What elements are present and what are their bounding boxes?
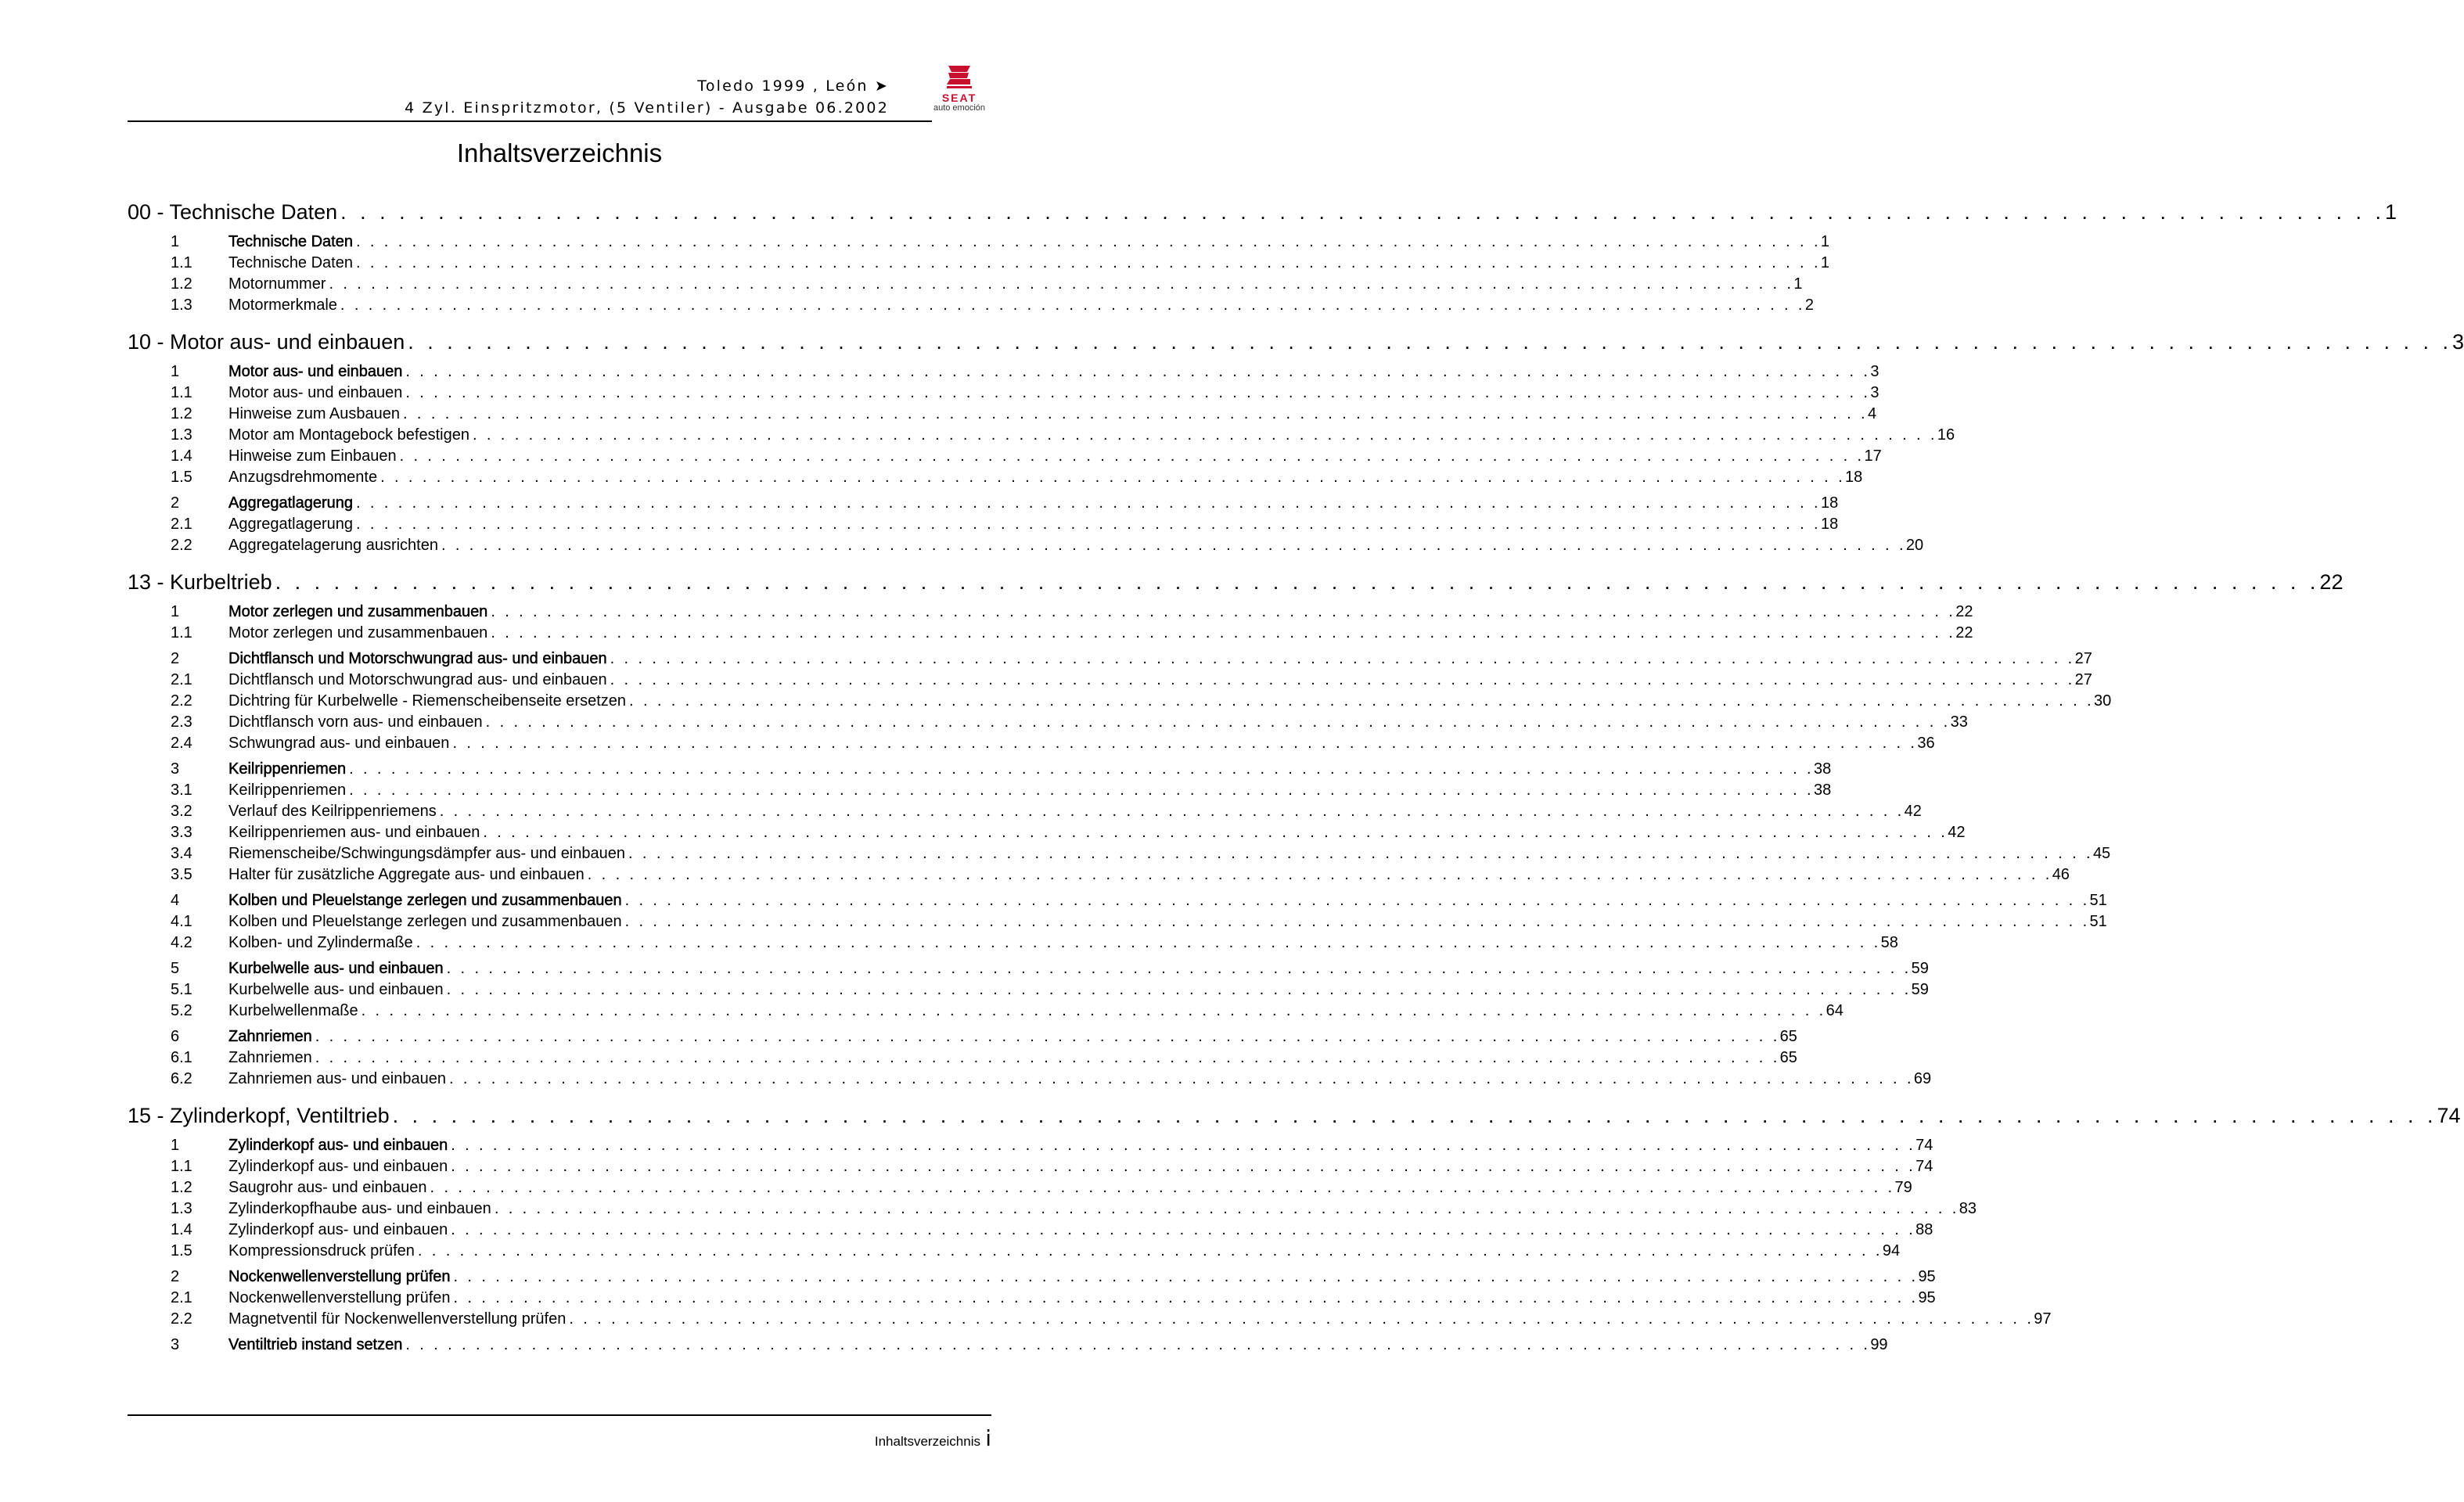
toc-entry-number: 2.4 — [171, 735, 192, 752]
toc-dot-leader: . . . . . . . . . . . . . . . . . . . . . . . . . . . . . . . . . . . . . . . . . . . . . . . . . . . . . . . . . . . . . . . . . . . . . . . . . . . . . . . . . . . . . . . . . . . . . . . . . . . . . . . . . — [399, 447, 1865, 465]
toc-dot-leader: . . . . . . . . . . . . . . . . . . . . . . . . . . . . . . . . . . . . . . . . . . . . . . . . . . . . . . . . . . . . . . . . . . . . . . . . . . . . . . . . . . . . . . . . . . . . . . . . . . . . . . . . . — [340, 200, 2385, 224]
toc-entry-number: 1.2 — [171, 1179, 192, 1196]
toc-dot-leader: . . . . . . . . . . . . . . . . . . . . . . . . . . . . . . . . . . . . . . . . . . . . . . . . . . . . . . . . . . . . . . . . . . . . . . . . . . . . . . . . . . . . . . . . . . . . . . . . . . . . . . . . . — [315, 1028, 1780, 1045]
toc-entry-title: Motornummer — [228, 275, 326, 293]
toc-subsection-entry[interactable] — [128, 822, 1966, 843]
toc-entry-title: Schwungrad aus- und einbauen — [228, 735, 450, 752]
toc-entry-number: 2.1 — [171, 516, 192, 533]
toc-entry-title: Zahnriemen — [228, 1049, 312, 1066]
toc-page-number: 64 — [1826, 1002, 1844, 1019]
toc-page-number: 58 — [1880, 934, 1898, 951]
toc-page-number: 65 — [1779, 1028, 1797, 1045]
toc-subsection-entry[interactable] — [128, 780, 1832, 801]
toc-dot-leader: . . . . . . . . . . . . . . . . . . . . . . . . . . . . . . . . . . . . . . . . . . . . . . . . . . . . . . . . . . . . . . . . . . . . . . . . . . . . . . . . . . . . . . . . . . . . . . . . . . . . . . . . . — [417, 1242, 1883, 1259]
toc-page-number: 38 — [1814, 782, 1832, 799]
toc-entry-title: Riemenscheibe/Schwingungsdämpfer aus- und einbauen — [228, 845, 625, 862]
toc-page-number: 51 — [2089, 913, 2107, 930]
toc-page-number: 95 — [1918, 1289, 1936, 1306]
toc-subsection-entry[interactable] — [128, 733, 1935, 754]
toc-page-number: 1 — [1793, 275, 1803, 293]
toc-page-number: 42 — [1948, 824, 1966, 841]
toc-entry-number: 1.1 — [171, 254, 192, 271]
toc-chapter-entry[interactable] — [128, 1101, 2461, 1130]
toc-subsection-entry[interactable] — [128, 446, 1882, 467]
toc-page-number: 27 — [2074, 671, 2092, 688]
toc-dot-leader: . . . . . . . . . . . . . . . . . . . . . . . . . . . . . . . . . . . . . . . . . . . . . . . . . . . . . . . . . . . . . . . . . . . . . . . . . . . . . . . . . . . . . . . . . . . . . . . . . . . . . . . . . — [405, 1336, 1871, 1353]
toc-entry-number: 2 — [171, 494, 180, 512]
toc-entry-title: Kolben und Pleuelstange zerlegen und zusammenbauen — [228, 892, 622, 909]
toc-entry-number: 3.3 — [171, 824, 192, 841]
toc-entry-title: Technische Daten — [228, 233, 353, 250]
toc-entry-title: Aggregatlagerung — [228, 516, 354, 533]
toc-entry-title: Technische Daten — [228, 254, 353, 271]
toc-dot-leader: . . . . . . . . . . . . . . . . . . . . . . . . . . . . . . . . . . . . . . . . . . . . . . . . . . . . . . . . . . . . . . . . . . . . . . . . . . . . . . . . . . . . . . . . . . . . . . . . . . . . . . . . . — [453, 1289, 1919, 1306]
toc-entry-title: Halter für zusätzliche Aggregate aus- und einbauen — [228, 866, 585, 883]
footer-rule — [128, 1414, 991, 1416]
toc-subsection-entry[interactable] — [128, 1047, 1797, 1069]
header-rule — [128, 120, 932, 122]
toc-dot-leader: . . . . . . . . . . . . . . . . . . . . . . . . . . . . . . . . . . . . . . . . . . . . . . . . . . . . . . . . . . . . . . . . . . . . . . . . . . . . . . . . . . . . . . . . . . . . . . . . . . . . . . . . . — [451, 1221, 1916, 1238]
toc-entry-number: 2.1 — [171, 1289, 192, 1306]
toc-section-entry[interactable] — [128, 1267, 1936, 1288]
toc-page-number: 42 — [1904, 803, 1922, 820]
toc-subsection-entry[interactable] — [128, 383, 1879, 404]
toc-dot-leader: . . . . . . . . . . . . . . . . . . . . . . . . . . . . . . . . . . . . . . . . . . . . . . . . . . . . . . . . . . . . . . . . . . . . . . . . . . . . . . . . . . . . . . . . . . . . . . . . . . . . . . . . . — [624, 913, 2090, 930]
toc-section-entry[interactable] — [128, 759, 1832, 780]
toc-entry-title: Dichtring für Kurbelwelle - Riemenscheibenseite ersetzen — [228, 692, 627, 710]
toc-entry-title: Verlauf des Keilrippenriemens — [228, 803, 437, 820]
toc-page-number: 33 — [1950, 713, 1968, 731]
toc-entry-title: Ventiltrieb instand setzen — [228, 1336, 403, 1353]
toc-dot-leader: . . . . . . . . . . . . . . . . . . . . . . . . . . . . . . . . . . . . . . . . . . . . . . . . . . . . . . . . . . . . . . . . . . . . . . . . . . . . . . . . . . . . . . . . . . . . . . . . . . . . . . . . . — [453, 1268, 1919, 1285]
toc-entry-title: Nockenwellenverstellung prüfen — [228, 1289, 451, 1306]
toc-page-number: 74 — [2437, 1104, 2461, 1127]
footer-page-number: i — [985, 1425, 991, 1451]
toc-subsection-entry[interactable] — [128, 623, 1973, 644]
toc-chapter-entry[interactable] — [128, 567, 2343, 597]
toc-entry-number: 1.3 — [171, 1200, 192, 1217]
toc-dot-leader: . . . . . . . . . . . . . . . . . . . . . . . . . . . . . . . . . . . . . . . . . . . . . . . . . . . . . . . . . . . . . . . . . . . . . . . . . . . . . . . . . . . . . . . . . . . . . . . . . . . . . . . . . — [415, 934, 1881, 951]
toc-page-number: 1 — [1820, 254, 1830, 271]
toc-entry-number: 4.1 — [171, 913, 192, 930]
toc-subsection-entry[interactable] — [128, 1198, 1977, 1220]
toc-entry-number: 1.1 — [171, 384, 192, 401]
toc-entry-number: 2.2 — [171, 537, 192, 554]
toc-entry-number: 4.2 — [171, 934, 192, 951]
toc-page-number: 30 — [2093, 692, 2112, 710]
logo-slogan: auto emoción — [933, 103, 986, 113]
toc-entry-title: Aggregatlagerung — [228, 494, 354, 512]
toc-entry-title: Hinweise zum Ausbauen — [228, 405, 401, 422]
toc-page-number: 38 — [1814, 760, 1832, 778]
toc-entry-title: Nockenwellenverstellung prüfen — [228, 1268, 451, 1285]
toc-entry-title: Motor aus- und einbauen — [228, 384, 403, 401]
toc-entry-number: 1.1 — [171, 624, 192, 641]
toc-page-number: 79 — [1894, 1179, 1912, 1196]
toc-dot-leader: . . . . . . . . . . . . . . . . . . . . . . . . . . . . . . . . . . . . . . . . . . . . . . . . . . . . . . . . . . . . . . . . . . . . . . . . . . . . . . . . . . . . . . . . . . . . . . . . . . . . . . . . . — [483, 824, 1948, 841]
toc-entry-title: 10 - Motor aus- und einbauen — [128, 330, 405, 354]
toc-page-number: 2 — [1804, 296, 1814, 314]
toc-section-entry[interactable] — [128, 958, 1929, 979]
toc-entry-number: 1.1 — [171, 1158, 192, 1175]
toc-subsection-entry[interactable] — [128, 1177, 1912, 1198]
toc-dot-leader: . . . . . . . . . . . . . . . . . . . . . . . . . . . . . . . . . . . . . . . . . . . . . . . . . . . . . . . . . . . . . . . . . . . . . . . . . . . . . . . . . . . . . . . . . . . . . . . . . . . . . . . . . — [624, 892, 2090, 909]
toc-entry-number: 6.1 — [171, 1049, 192, 1066]
toc-subsection-entry[interactable] — [128, 467, 1863, 488]
toc-entry-number: 1.3 — [171, 296, 192, 314]
toc-dot-leader: . . . . . . . . . . . . . . . . . . . . . . . . . . . . . . . . . . . . . . . . . . . . . . . . . . . . . . . . . . . . . . . . . . . . . . . . . . . . . . . . . . . . . . . . . . . . . . . . . . . . . . . . . — [408, 330, 2453, 354]
toc-page-number: 22 — [1955, 603, 1973, 620]
toc-subsection-entry[interactable] — [128, 1241, 1901, 1262]
toc-section-entry[interactable] — [128, 602, 1973, 623]
toc-page-number: 59 — [1911, 981, 1929, 998]
toc-dot-leader: . . . . . . . . . . . . . . . . . . . . . . . . . . . . . . . . . . . . . . . . . . . . . . . . . . . . . . . . . . . . . . . . . . . . . . . . . . . . . . . . . . . . . . . . . . . . . . . . . . . . . . . . . — [587, 866, 2052, 883]
toc-dot-leader: . . . . . . . . . . . . . . . . . . . . . . . . . . . . . . . . . . . . . . . . . . . . . . . . . . . . . . . . . . . . . . . . . . . . . . . . . . . . . . . . . . . . . . . . . . . . . . . . . . . . . . . . . — [430, 1179, 1895, 1196]
toc-page-number: 95 — [1918, 1268, 1936, 1285]
toc-entry-title: Kurbelwelle aus- und einbauen — [228, 960, 444, 977]
toc-dot-leader: . . . . . . . . . . . . . . . . . . . . . . . . . . . . . . . . . . . . . . . . . . . . . . . . . . . . . . . . . . . . . . . . . . . . . . . . . . . . . . . . . . . . . . . . . . . . . . . . . . . . . . . . . — [439, 803, 1905, 820]
toc-subsection-entry[interactable] — [128, 1309, 2052, 1330]
toc-dot-leader: . . . . . . . . . . . . . . . . . . . . . . . . . . . . . . . . . . . . . . . . . . . . . . . . . . . . . . . . . . . . . . . . . . . . . . . . . . . . . . . . . . . . . . . . . . . . . . . . . . . . . . . . . — [405, 363, 1871, 380]
toc-entry-number: 3.4 — [171, 845, 192, 862]
toc-dot-leader: . . . . . . . . . . . . . . . . . . . . . . . . . . . . . . . . . . . . . . . . . . . . . . . . . . . . . . . . . . . . . . . . . . . . . . . . . . . . . . . . . . . . . . . . . . . . . . . . . . . . . . . . . — [485, 713, 1951, 731]
toc-entry-title: Zylinderkopf aus- und einbauen — [228, 1137, 448, 1154]
toc-entry-title: Hinweise zum Einbauen — [228, 447, 397, 465]
toc-page-number: 36 — [1917, 735, 1935, 752]
toc-dot-leader: . . . . . . . . . . . . . . . . . . . . . . . . . . . . . . . . . . . . . . . . . . . . . . . . . . . . . . . . . . . . . . . . . . . . . . . . . . . . . . . . . . . . . . . . . . . . . . . . . . . . . . . . . — [491, 624, 1956, 641]
toc-section-entry[interactable] — [128, 1135, 1933, 1156]
toc-entry-title: Kurbelwellenmaße — [228, 1002, 358, 1019]
toc-subsection-entry[interactable] — [128, 979, 1929, 1001]
toc-entry-title: Aggregatelagerung ausrichten — [228, 537, 438, 554]
toc-page-number: 27 — [2074, 650, 2092, 667]
toc-entry-number: 6 — [171, 1028, 180, 1045]
toc-subsection-entry[interactable] — [128, 404, 1877, 425]
toc-subsection-entry[interactable] — [128, 1288, 1936, 1309]
toc-section-entry[interactable] — [128, 1335, 1888, 1356]
toc-subsection-entry[interactable] — [128, 253, 1830, 274]
toc-entry-title: Zahnriemen aus- und einbauen — [228, 1070, 446, 1087]
seat-logo — [927, 63, 991, 116]
toc-subsection-entry[interactable] — [128, 670, 2092, 691]
toc-page-number: 74 — [1915, 1158, 1933, 1175]
toc-section-entry[interactable] — [128, 361, 1879, 383]
toc-entry-number: 1 — [171, 233, 180, 250]
logo-wordmark: SEAT — [941, 92, 977, 104]
toc-dot-leader: . . . . . . . . . . . . . . . . . . . . . . . . . . . . . . . . . . . . . . . . . . . . . . . . . . . . . . . . . . . . . . . . . . . . . . . . . . . . . . . . . . . . . . . . . . . . . . . . . . . . . . . . . — [340, 296, 1805, 314]
toc-page-number: 22 — [1955, 624, 1973, 641]
toc-page-number: 97 — [2034, 1310, 2052, 1328]
toc-page-number: 46 — [2052, 866, 2070, 883]
toc-page-number: 59 — [1911, 960, 1929, 977]
toc-page-number: 17 — [1864, 447, 1882, 465]
toc-entry-title: Zylinderkopfhaube aus- und einbauen — [228, 1200, 491, 1217]
toc-dot-leader: . . . . . . . . . . . . . . . . . . . . . . . . . . . . . . . . . . . . . . . . . . . . . . . . . . . . . . . . . . . . . . . . . . . . . . . . . . . . . . . . . . . . . . . . . . . . . . . . . . . . . . . . . — [361, 1002, 1826, 1019]
toc-entry-title: Magnetventil für Nockenwellenverstellung prüfen — [228, 1310, 567, 1328]
toc-dot-leader: . . . . . . . . . . . . . . . . . . . . . . . . . . . . . . . . . . . . . . . . . . . . . . . . . . . . . . . . . . . . . . . . . . . . . . . . . . . . . . . . . . . . . . . . . . . . . . . . . . . . . . . . . — [380, 469, 1846, 486]
toc-entry-title: Dichtflansch und Motorschwungrad aus- und einbauen — [228, 650, 607, 667]
header-title-line2: 4 Zyl. Einspritzmotor, (5 Ventiler) - Ausgabe 06.2002 — [405, 99, 889, 117]
toc-section-entry[interactable] — [128, 232, 1830, 253]
toc-entry-title: Motor am Montagebock befestigen — [228, 426, 469, 444]
toc-dot-leader: . . . . . . . . . . . . . . . . . . . . . . . . . . . . . . . . . . . . . . . . . . . . . . . . . . . . . . . . . . . . . . . . . . . . . . . . . . . . . . . . . . . . . . . . . . . . . . . . . . . . . . . . . — [355, 254, 1821, 271]
toc-dot-leader: . . . . . . . . . . . . . . . . . . . . . . . . . . . . . . . . . . . . . . . . . . . . . . . . . . . . . . . . . . . . . . . . . . . . . . . . . . . . . . . . . . . . . . . . . . . . . . . . . . . . . . . . . — [452, 735, 1918, 752]
toc-entry-title: Keilrippenriemen — [228, 760, 347, 778]
toc-entry-title: Dichtflansch und Motorschwungrad aus- und einbauen — [228, 671, 607, 688]
toc-entry-title: Kolben und Pleuelstange zerlegen und zusammenbauen — [228, 913, 622, 930]
toc-entry-title: Zahnriemen — [228, 1028, 312, 1045]
toc-entry-number: 3.2 — [171, 803, 192, 820]
page-footer — [128, 1414, 991, 1453]
toc-entry-number: 3 — [171, 760, 180, 778]
toc-subsection-entry[interactable] — [128, 932, 1898, 954]
toc-subsection-entry[interactable] — [128, 295, 1814, 316]
table-of-contents — [128, 197, 2464, 1356]
toc-page-number: 83 — [1959, 1200, 1977, 1217]
toc-entry-number: 1 — [171, 1137, 180, 1154]
toc-entry-number: 2.2 — [171, 1310, 192, 1328]
toc-entry-number: 5 — [171, 960, 180, 977]
toc-dot-leader: . . . . . . . . . . . . . . . . . . . . . . . . . . . . . . . . . . . . . . . . . . . . . . . . . . . . . . . . . . . . . . . . . . . . . . . . . . . . . . . . . . . . . . . . . . . . . . . . . . . . . . . . . — [329, 275, 1794, 293]
toc-entry-title: Anzugsdrehmomente — [228, 469, 378, 486]
toc-dot-leader: . . . . . . . . . . . . . . . . . . . . . . . . . . . . . . . . . . . . . . . . . . . . . . . . . . . . . . . . . . . . . . . . . . . . . . . . . . . . . . . . . . . . . . . . . . . . . . . . . . . . . . . . . — [628, 845, 2093, 862]
toc-subsection-entry[interactable] — [128, 1156, 1933, 1177]
toc-dot-leader: . . . . . . . . . . . . . . . . . . . . . . . . . . . . . . . . . . . . . . . . . . . . . . . . . . . . . . . . . . . . . . . . . . . . . . . . . . . . . . . . . . . . . . . . . . . . . . . . . . . . . . . . . — [349, 760, 1815, 778]
toc-dot-leader: . . . . . . . . . . . . . . . . . . . . . . . . . . . . . . . . . . . . . . . . . . . . . . . . . . . . . . . . . . . . . . . . . . . . . . . . . . . . . . . . . . . . . . . . . . . . . . . . . . . . . . . . . — [275, 570, 2320, 594]
toc-dot-leader: . . . . . . . . . . . . . . . . . . . . . . . . . . . . . . . . . . . . . . . . . . . . . . . . . . . . . . . . . . . . . . . . . . . . . . . . . . . . . . . . . . . . . . . . . . . . . . . . . . . . . . . . . — [405, 384, 1871, 401]
toc-page-number: 65 — [1779, 1049, 1797, 1066]
toc-page-number: 18 — [1845, 469, 1863, 486]
toc-page-number: 16 — [1937, 426, 1955, 444]
toc-entry-title: Keilrippenriemen — [228, 782, 347, 799]
toc-dot-leader: . . . . . . . . . . . . . . . . . . . . . . . . . . . . . . . . . . . . . . . . . . . . . . . . . . . . . . . . . . . . . . . . . . . . . . . . . . . . . . . . . . . . . . . . . . . . . . . . . . . . . . . . . — [441, 537, 1906, 554]
toc-entry-number: 1.3 — [171, 426, 192, 444]
header-title-line1: Toledo 1999 , León ➤ — [697, 77, 889, 95]
toc-entry-title: Keilrippenriemen aus- und einbauen — [228, 824, 480, 841]
toc-entry-number: 1 — [171, 603, 180, 620]
toc-entry-number: 1 — [171, 363, 180, 380]
toc-page-number: 1 — [2384, 200, 2397, 224]
toc-entry-number: 1.2 — [171, 405, 192, 422]
toc-subsection-entry[interactable] — [128, 535, 1924, 556]
footer-label: Inhaltsverzeichnis — [874, 1434, 980, 1449]
toc-dot-leader: . . . . . . . . . . . . . . . . . . . . . . . . . . . . . . . . . . . . . . . . . . . . . . . . . . . . . . . . . . . . . . . . . . . . . . . . . . . . . . . . . . . . . . . . . . . . . . . . . . . . . . . . . — [356, 516, 1821, 533]
toc-section-entry[interactable] — [128, 493, 1839, 514]
toc-entry-title: Zylinderkopf aus- und einbauen — [228, 1221, 448, 1238]
toc-entry-title: Motor zerlegen und zusammenbauen — [228, 603, 488, 620]
toc-entry-number: 3.1 — [171, 782, 192, 799]
toc-entry-number: 5.1 — [171, 981, 192, 998]
toc-dot-leader: . . . . . . . . . . . . . . . . . . . . . . . . . . . . . . . . . . . . . . . . . . . . . . . . . . . . . . . . . . . . . . . . . . . . . . . . . . . . . . . . . . . . . . . . . . . . . . . . . . . . . . . . . — [610, 671, 2075, 688]
toc-entry-number: 1.5 — [171, 1242, 192, 1259]
toc-page-number: 74 — [1915, 1137, 1933, 1154]
toc-entry-number: 4 — [171, 892, 180, 909]
toc-entry-title: Motor zerlegen und zusammenbauen — [228, 624, 488, 641]
toc-entry-title: Motormerkmale — [228, 296, 337, 314]
toc-page-number: 18 — [1820, 494, 1839, 512]
toc-entry-title: 15 - Zylinderkopf, Ventiltrieb — [128, 1104, 390, 1127]
toc-dot-leader: . . . . . . . . . . . . . . . . . . . . . . . . . . . . . . . . . . . . . . . . . . . . . . . . . . . . . . . . . . . . . . . . . . . . . . . . . . . . . . . . . . . . . . . . . . . . . . . . . . . . . . . . . — [491, 603, 1956, 620]
toc-subsection-entry[interactable] — [128, 801, 1922, 822]
toc-subsection-entry[interactable] — [128, 712, 1968, 733]
seat-s-icon — [944, 63, 975, 91]
toc-entry-number: 6.2 — [171, 1070, 192, 1087]
toc-subsection-entry[interactable] — [128, 514, 1839, 535]
toc-entry-number: 1.2 — [171, 275, 192, 293]
toc-dot-leader: . . . . . . . . . . . . . . . . . . . . . . . . . . . . . . . . . . . . . . . . . . . . . . . . . . . . . . . . . . . . . . . . . . . . . . . . . . . . . . . . . . . . . . . . . . . . . . . . . . . . . . . . . — [349, 782, 1815, 799]
toc-entry-title: Zylinderkopf aus- und einbauen — [228, 1158, 448, 1175]
toc-dot-leader: . . . . . . . . . . . . . . . . . . . . . . . . . . . . . . . . . . . . . . . . . . . . . . . . . . . . . . . . . . . . . . . . . . . . . . . . . . . . . . . . . . . . . . . . . . . . . . . . . . . . . . . . . — [451, 1158, 1916, 1175]
toc-dot-leader: . . . . . . . . . . . . . . . . . . . . . . . . . . . . . . . . . . . . . . . . . . . . . . . . . . . . . . . . . . . . . . . . . . . . . . . . . . . . . . . . . . . . . . . . . . . . . . . . . . . . . . . . . — [494, 1200, 1959, 1217]
toc-page-number: 69 — [1913, 1070, 1932, 1087]
toc-page-number: 88 — [1915, 1221, 1933, 1238]
toc-subsection-entry[interactable] — [128, 691, 2112, 712]
toc-subsection-entry[interactable] — [128, 864, 2070, 886]
toc-page-number: 94 — [1882, 1242, 1901, 1259]
toc-entry-number: 3.5 — [171, 866, 192, 883]
toc-section-entry[interactable] — [128, 1026, 1797, 1047]
toc-entry-title: Kurbelwelle aus- und einbauen — [228, 981, 444, 998]
toc-entry-title: Dichtflansch vorn aus- und einbauen — [228, 713, 483, 731]
toc-subsection-entry[interactable] — [128, 843, 2111, 864]
toc-entry-title: Kolben- und Zylindermaße — [228, 934, 413, 951]
toc-page-number: 3 — [2452, 330, 2464, 354]
toc-dot-leader: . . . . . . . . . . . . . . . . . . . . . . . . . . . . . . . . . . . . . . . . . . . . . . . . . . . . . . . . . . . . . . . . . . . . . . . . . . . . . . . . . . . . . . . . . . . . . . . . . . . . . . . . . — [356, 494, 1821, 512]
toc-section-entry[interactable] — [128, 890, 2107, 911]
toc-page-number: 99 — [1870, 1336, 1888, 1353]
toc-dot-leader: . . . . . . . . . . . . . . . . . . . . . . . . . . . . . . . . . . . . . . . . . . . . . . . . . . . . . . . . . . . . . . . . . . . . . . . . . . . . . . . . . . . . . . . . . . . . . . . . . . . . . . . . . — [446, 981, 1912, 998]
toc-chapter-entry[interactable] — [128, 197, 2397, 227]
toc-page-number: 18 — [1820, 516, 1839, 533]
toc-entry-number: 5.2 — [171, 1002, 192, 1019]
toc-page-number: 1 — [1820, 233, 1830, 250]
toc-page-number: 3 — [1870, 363, 1879, 380]
toc-entry-number: 2.3 — [171, 713, 192, 731]
toc-entry-title: 00 - Technische Daten — [128, 200, 338, 224]
toc-entry-title: Motor aus- und einbauen — [228, 363, 403, 380]
toc-dot-leader: . . . . . . . . . . . . . . . . . . . . . . . . . . . . . . . . . . . . . . . . . . . . . . . . . . . . . . . . . . . . . . . . . . . . . . . . . . . . . . . . . . . . . . . . . . . . . . . . . . . . . . . . . — [403, 405, 1868, 422]
toc-dot-leader: . . . . . . . . . . . . . . . . . . . . . . . . . . . . . . . . . . . . . . . . . . . . . . . . . . . . . . . . . . . . . . . . . . . . . . . . . . . . . . . . . . . . . . . . . . . . . . . . . . . . . . . . . — [448, 1070, 1914, 1087]
toc-page-number: 20 — [1905, 537, 1924, 554]
toc-subsection-entry[interactable] — [128, 1220, 1933, 1241]
toc-dot-leader: . . . . . . . . . . . . . . . . . . . . . . . . . . . . . . . . . . . . . . . . . . . . . . . . . . . . . . . . . . . . . . . . . . . . . . . . . . . . . . . . . . . . . . . . . . . . . . . . . . . . . . . . . — [569, 1310, 2034, 1328]
toc-page-number: 51 — [2089, 892, 2107, 909]
toc-chapter-entry[interactable] — [128, 327, 2464, 357]
toc-subsection-entry[interactable] — [128, 911, 2107, 932]
page-header — [128, 77, 991, 122]
toc-entry-number: 3 — [171, 1336, 180, 1353]
toc-section-entry[interactable] — [128, 649, 2092, 670]
toc-entry-number: 2.1 — [171, 671, 192, 688]
toc-entry-number: 1.5 — [171, 469, 192, 486]
toc-entry-number: 2 — [171, 650, 180, 667]
toc-entry-number: 2.2 — [171, 692, 192, 710]
toc-dot-leader: . . . . . . . . . . . . . . . . . . . . . . . . . . . . . . . . . . . . . . . . . . . . . . . . . . . . . . . . . . . . . . . . . . . . . . . . . . . . . . . . . . . . . . . . . . . . . . . . . . . . . . . . . — [451, 1137, 1916, 1154]
toc-page-number: 3 — [1870, 384, 1879, 401]
toc-dot-leader: . . . . . . . . . . . . . . . . . . . . . . . . . . . . . . . . . . . . . . . . . . . . . . . . . . . . . . . . . . . . . . . . . . . . . . . . . . . . . . . . . . . . . . . . . . . . . . . . . . . . . . . . . — [472, 426, 1937, 444]
toc-subsection-entry[interactable] — [128, 1001, 1844, 1022]
toc-dot-leader: . . . . . . . . . . . . . . . . . . . . . . . . . . . . . . . . . . . . . . . . . . . . . . . . . . . . . . . . . . . . . . . . . . . . . . . . . . . . . . . . . . . . . . . . . . . . . . . . . . . . . . . . . — [629, 692, 2094, 710]
toc-page-number: 4 — [1867, 405, 1877, 422]
toc-dot-leader: . . . . . . . . . . . . . . . . . . . . . . . . . . . . . . . . . . . . . . . . . . . . . . . . . . . . . . . . . . . . . . . . . . . . . . . . . . . . . . . . . . . . . . . . . . . . . . . . . . . . . . . . . — [355, 233, 1821, 250]
toc-dot-leader: . . . . . . . . . . . . . . . . . . . . . . . . . . . . . . . . . . . . . . . . . . . . . . . . . . . . . . . . . . . . . . . . . . . . . . . . . . . . . . . . . . . . . . . . . . . . . . . . . . . . . . . . . — [315, 1049, 1780, 1066]
toc-page-number: 22 — [2319, 570, 2343, 594]
toc-entry-number: 1.4 — [171, 1221, 192, 1238]
toc-entry-title: Kompressionsdruck prüfen — [228, 1242, 415, 1259]
toc-page-number: 45 — [2092, 845, 2111, 862]
toc-subsection-entry[interactable] — [128, 274, 1803, 295]
toc-entry-title: 13 - Kurbeltrieb — [128, 570, 272, 594]
toc-dot-leader: . . . . . . . . . . . . . . . . . . . . . . . . . . . . . . . . . . . . . . . . . . . . . . . . . . . . . . . . . . . . . . . . . . . . . . . . . . . . . . . . . . . . . . . . . . . . . . . . . . . . . . . . . — [610, 650, 2075, 667]
toc-entry-number: 2 — [171, 1268, 180, 1285]
toc-dot-leader: . . . . . . . . . . . . . . . . . . . . . . . . . . . . . . . . . . . . . . . . . . . . . . . . . . . . . . . . . . . . . . . . . . . . . . . . . . . . . . . . . . . . . . . . . . . . . . . . . . . . . . . . . — [392, 1104, 2437, 1127]
toc-dot-leader: . . . . . . . . . . . . . . . . . . . . . . . . . . . . . . . . . . . . . . . . . . . . . . . . . . . . . . . . . . . . . . . . . . . . . . . . . . . . . . . . . . . . . . . . . . . . . . . . . . . . . . . . . — [446, 960, 1912, 977]
toc-subsection-entry[interactable] — [128, 1069, 1932, 1090]
toc-subsection-entry[interactable] — [128, 425, 1955, 446]
toc-entry-number: 1.4 — [171, 447, 192, 465]
toc-entry-title: Saugrohr aus- und einbauen — [228, 1179, 427, 1196]
document-title: Inhaltsverzeichnis — [456, 138, 663, 167]
